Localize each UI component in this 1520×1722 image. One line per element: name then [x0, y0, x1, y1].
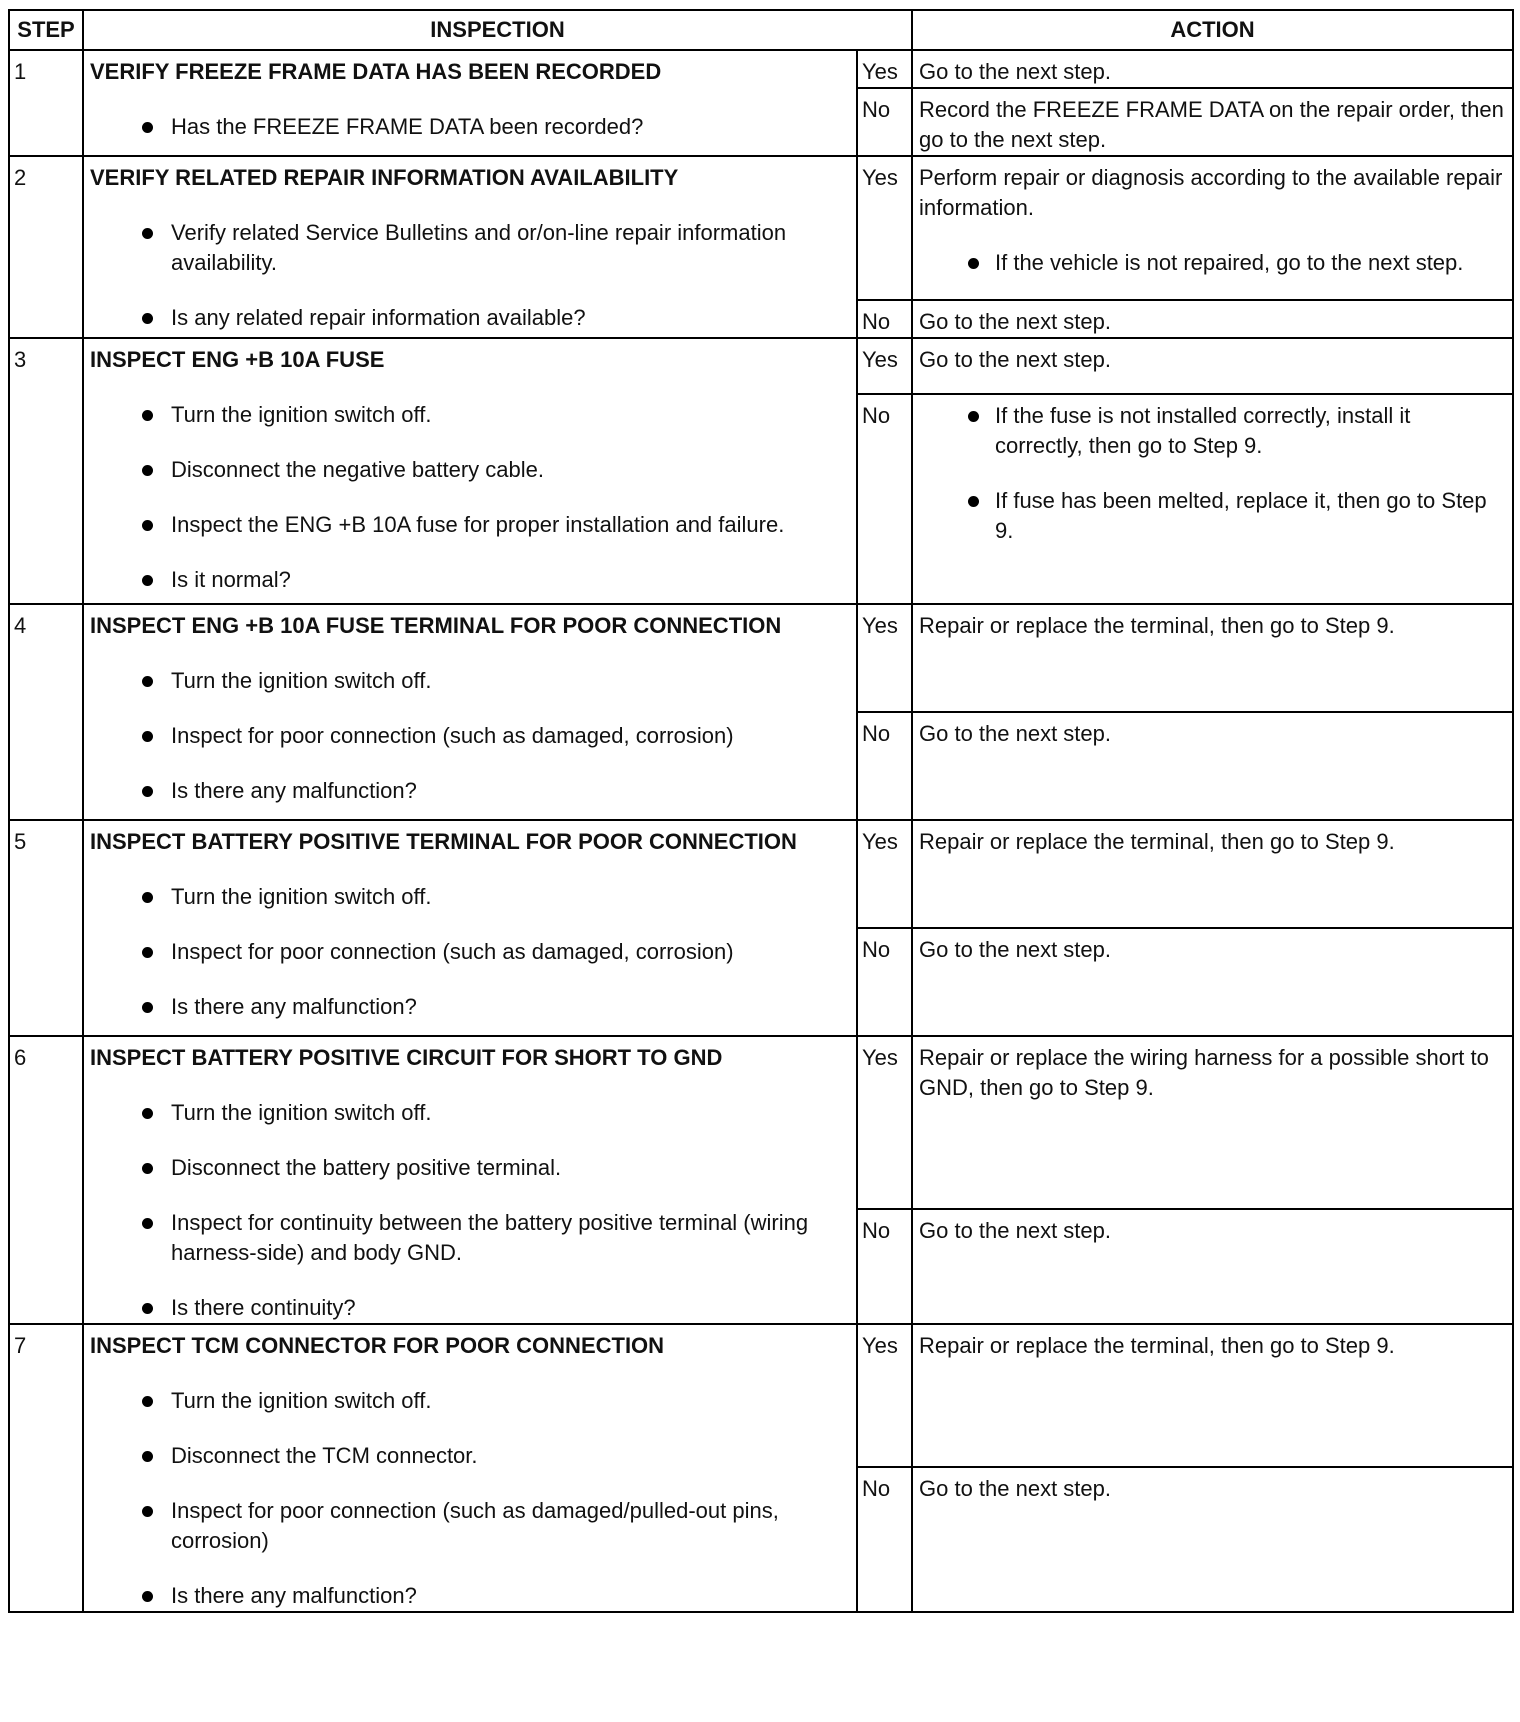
yes-action: [912, 50, 1513, 88]
step-row-5: [9, 820, 1513, 928]
yes-label: Yes: [857, 156, 912, 300]
header-inspection: INSPECTION: [83, 10, 912, 50]
inspection-bullet-item: Disconnect the TCM connector.: [90, 1441, 848, 1471]
step-row-4: [9, 604, 1513, 712]
yes-action-text: Repair or replace the terminal, then go to Step 9.: [919, 613, 1395, 638]
no-label: No: [857, 88, 912, 156]
inspection-cell: [83, 1324, 857, 1612]
inspection-bullet-item: Disconnect the battery positive terminal.: [90, 1153, 848, 1183]
yes-action-bullet-item: If the vehicle is not repaired, go to the next step.: [919, 248, 1504, 278]
no-action-bullet-item: If the fuse is not installed correctly, install it correctly, then go to Step 9.: [919, 401, 1504, 461]
no-action-bullet-item: If fuse has been melted, replace it, then go to Step 9.: [919, 486, 1504, 546]
inspection-title: VERIFY RELATED REPAIR INFORMATION AVAILABILITY: [90, 165, 679, 190]
header-row: [9, 10, 1513, 50]
no-action-text: Go to the next step.: [919, 937, 1112, 962]
inspection-bullet-list: [90, 882, 848, 1022]
yes-action-text: Go to the next step.: [919, 59, 1112, 84]
inspection-cell: [83, 1036, 857, 1324]
inspection-bullet-item: Is there any malfunction?: [90, 776, 848, 806]
yes-action-text: Repair or replace the terminal, then go to Step 9.: [919, 829, 1395, 854]
yes-label: Yes: [857, 1324, 912, 1467]
yes-action: [912, 1324, 1513, 1467]
inspection-bullet-item: Disconnect the negative battery cable.: [90, 455, 848, 485]
inspection-bullet-item: Inspect for poor connection (such as damaged/pulled-out pins, corrosion): [90, 1496, 848, 1556]
inspection-bullet-item: Inspect for poor connection (such as damaged, corrosion): [90, 721, 848, 751]
inspection-title: INSPECT BATTERY POSITIVE CIRCUIT FOR SHORT TO GND: [90, 1045, 723, 1070]
yes-action: [912, 604, 1513, 712]
step-row-3: [9, 338, 1513, 394]
yes-action-bullet-list: [919, 248, 1504, 278]
step-row-1: [9, 50, 1513, 88]
inspection-bullet-list: [90, 666, 848, 806]
inspection-bullet-item: Is there any malfunction?: [90, 1581, 848, 1611]
yes-action: [912, 1036, 1513, 1209]
inspection-bullet-item: Is there continuity?: [90, 1293, 848, 1323]
header-action: ACTION: [912, 10, 1513, 50]
inspection-bullet-item: Turn the ignition switch off.: [90, 1098, 848, 1128]
step-number: 2: [9, 156, 83, 338]
no-action: [912, 928, 1513, 1036]
inspection-bullet-list: [90, 1098, 848, 1323]
inspection-cell: [83, 156, 857, 338]
inspection-title: INSPECT ENG +B 10A FUSE TERMINAL FOR POOR CONNECTION: [90, 613, 782, 638]
no-action-text: Go to the next step.: [919, 1218, 1112, 1244]
no-label: No: [857, 394, 912, 604]
yes-action-text: Repair or replace the wiring harness for a possible short to GND, then go to Step 9.: [919, 1045, 1489, 1100]
step-number: 3: [9, 338, 83, 604]
inspection-bullet-item: Turn the ignition switch off.: [90, 666, 848, 696]
inspection-bullet-item: Turn the ignition switch off.: [90, 400, 848, 430]
no-action-text: Go to the next step.: [919, 309, 1112, 334]
yes-action: [912, 820, 1513, 928]
inspection-bullet-item: Inspect the ENG +B 10A fuse for proper installation and failure.: [90, 510, 848, 540]
inspection-title: INSPECT BATTERY POSITIVE TERMINAL FOR POOR CONNECTION: [90, 829, 797, 854]
yes-action-text: Perform repair or diagnosis according to the available repair information.: [919, 165, 1503, 220]
yes-action-text: Go to the next step.: [919, 347, 1112, 372]
no-action-text: Record the FREEZE FRAME DATA on the repair order, then go to the next step.: [919, 97, 1504, 152]
step-number: 1: [9, 50, 83, 156]
inspection-bullet-list: [90, 400, 848, 595]
no-label: No: [857, 1209, 912, 1324]
yes-label: Yes: [857, 1036, 912, 1209]
yes-action: [912, 156, 1513, 300]
step-row-6: [9, 1036, 1513, 1209]
step-number: 6: [9, 1036, 83, 1324]
yes-label: Yes: [857, 50, 912, 88]
inspection-title: INSPECT ENG +B 10A FUSE: [90, 347, 385, 372]
yes-label: Yes: [857, 820, 912, 928]
yes-label: Yes: [857, 604, 912, 712]
step-number: 5: [9, 820, 83, 1036]
step-number: 7: [9, 1324, 83, 1612]
inspection-bullet-item: Has the FREEZE FRAME DATA been recorded?: [90, 112, 848, 142]
inspection-bullet-item: Is there any malfunction?: [90, 992, 848, 1022]
no-label: No: [857, 300, 912, 338]
inspection-cell: [83, 50, 857, 156]
step-row-2: [9, 156, 1513, 300]
inspection-bullet-item: Turn the ignition switch off.: [90, 1386, 848, 1416]
header-step: STEP: [9, 10, 83, 50]
inspection-bullet-item: Verify related Service Bulletins and or/on-line repair information availability.: [90, 218, 848, 278]
no-label: No: [857, 712, 912, 820]
no-action-bullet-list: [919, 401, 1504, 546]
inspection-bullet-item: Is any related repair information available?: [90, 303, 848, 333]
inspection-bullet-list: [90, 1386, 848, 1611]
inspection-cell: [83, 820, 857, 1036]
inspection-title: VERIFY FREEZE FRAME DATA HAS BEEN RECORDED: [90, 59, 662, 84]
no-action: [912, 1467, 1513, 1612]
step-number: 4: [9, 604, 83, 820]
no-action-text: Go to the next step.: [919, 1475, 1112, 1501]
no-action: [912, 88, 1513, 156]
inspection-bullet-item: Inspect for continuity between the battery positive terminal (wiring harness-side) and body GND.: [90, 1208, 848, 1268]
inspection-bullet-item: Turn the ignition switch off.: [90, 882, 848, 912]
yes-action-text: Repair or replace the terminal, then go to Step 9.: [919, 1333, 1395, 1358]
diagnostic-table: [8, 9, 1514, 1613]
inspection-bullet-item: Is it normal?: [90, 565, 848, 595]
inspection-bullet-list: [90, 218, 848, 333]
inspection-cell: [83, 604, 857, 820]
yes-label: Yes: [857, 338, 912, 394]
no-action: [912, 1209, 1513, 1324]
yes-action: [912, 338, 1513, 394]
no-action: [912, 394, 1513, 604]
inspection-title: INSPECT TCM CONNECTOR FOR POOR CONNECTION: [90, 1333, 665, 1358]
no-action-text: Go to the next step.: [919, 721, 1112, 746]
no-action: [912, 712, 1513, 820]
no-label: No: [857, 1467, 912, 1612]
inspection-bullet-item: Inspect for poor connection (such as damaged, corrosion): [90, 937, 848, 967]
no-action: [912, 300, 1513, 338]
inspection-cell: [83, 338, 857, 604]
inspection-bullet-list: [90, 112, 848, 142]
step-row-7: [9, 1324, 1513, 1467]
no-label: No: [857, 928, 912, 1036]
